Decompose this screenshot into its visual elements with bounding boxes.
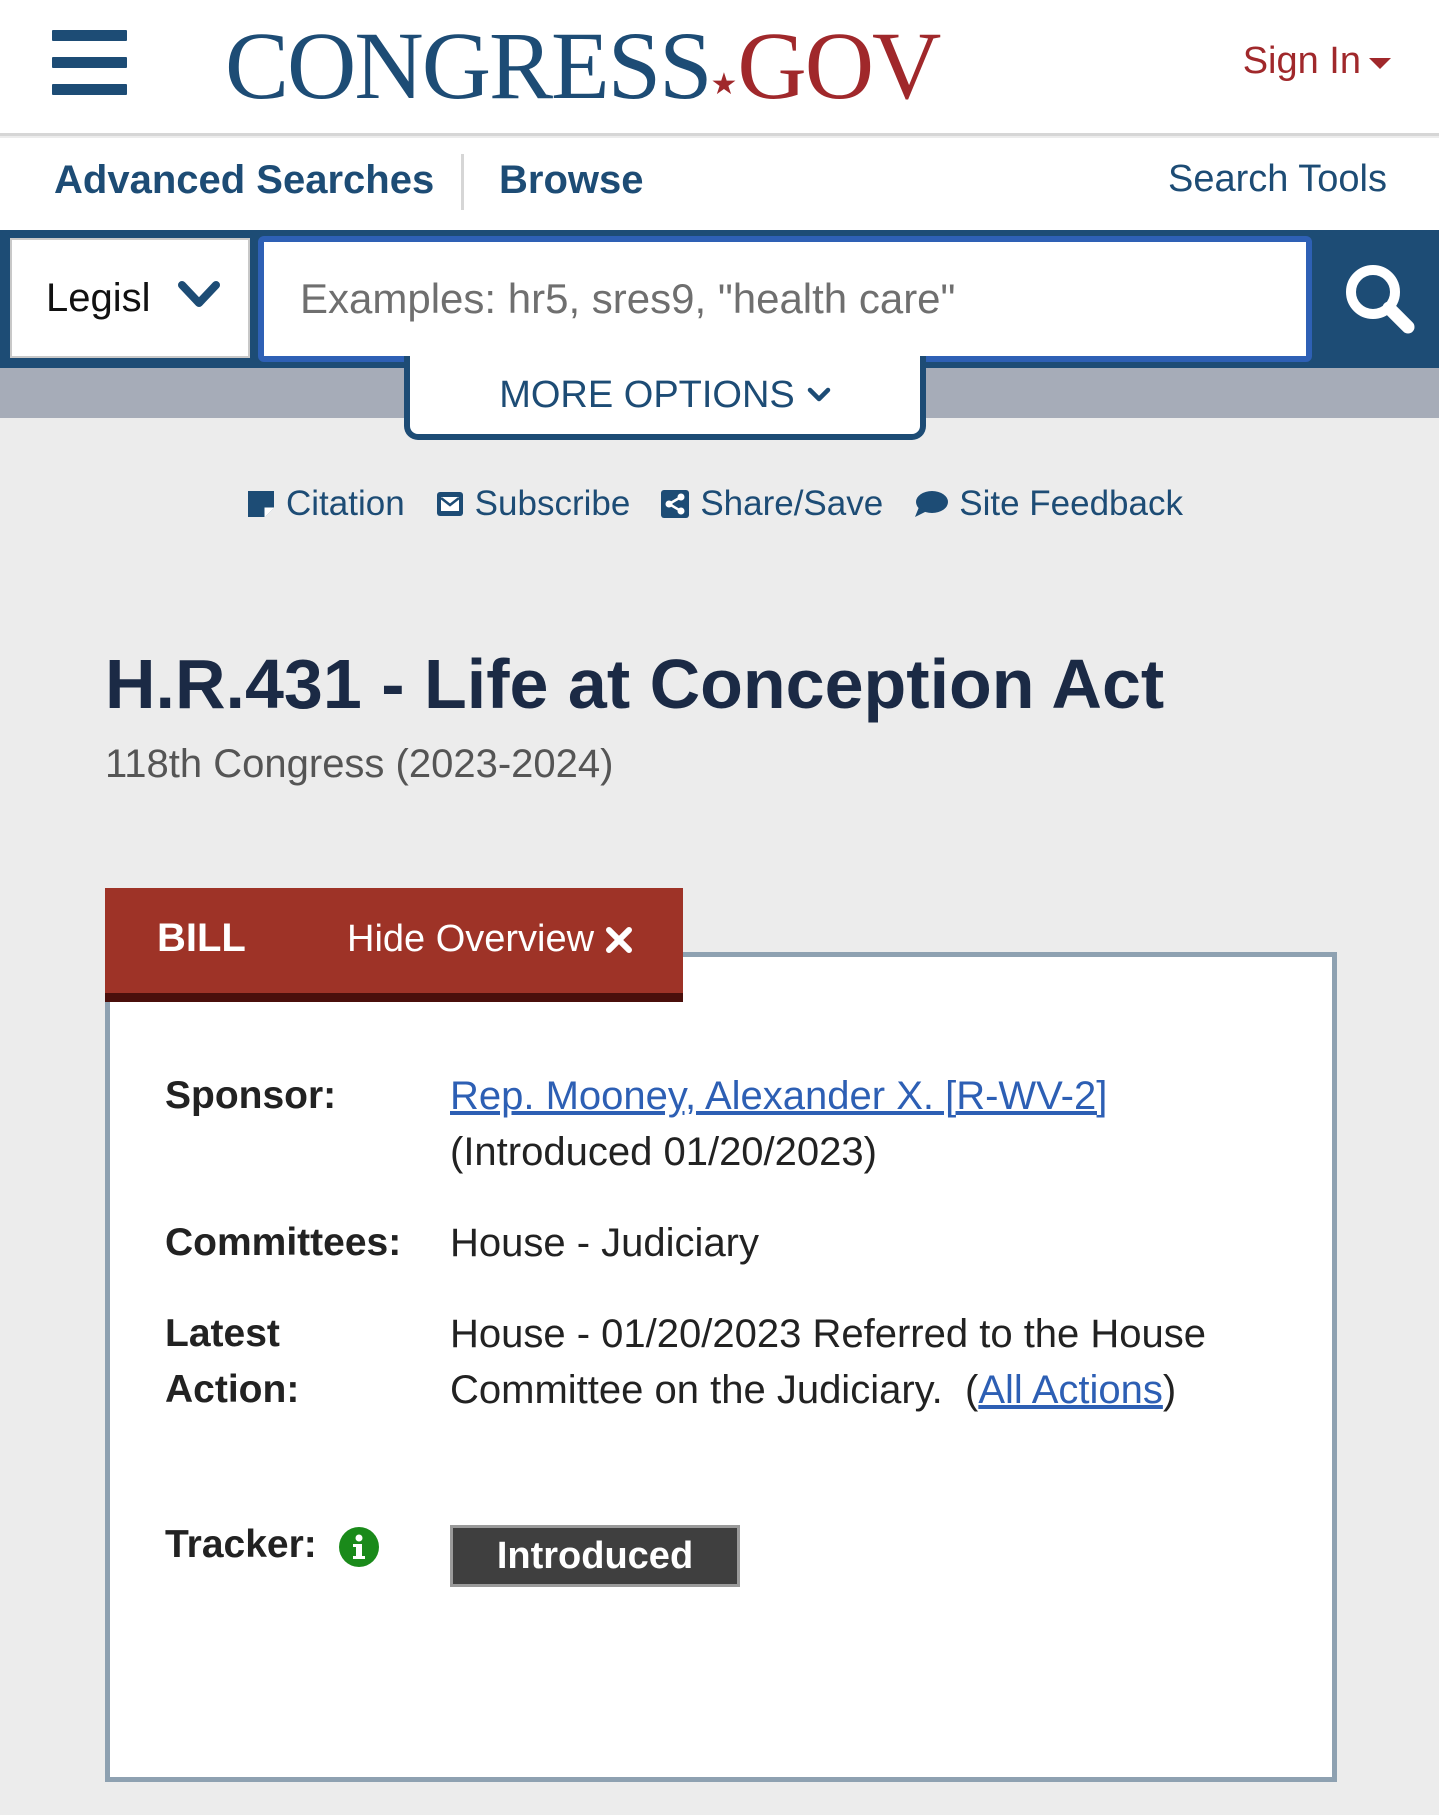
- page-title: H.R.431 - Life at Conception Act: [105, 645, 1165, 723]
- latest-action-value: House - 01/20/2023 Referred to the House Committee on the Judiciary. (All Actions): [450, 1312, 1207, 1412]
- sponsor-introduced-date: (Introduced 01/20/2023): [450, 1130, 877, 1174]
- share-save-link[interactable]: [660, 484, 883, 524]
- citation-link[interactable]: [246, 484, 405, 524]
- logo-congress: CONGRESS: [225, 12, 711, 119]
- speech-bubble-icon: [913, 489, 949, 519]
- subscribe-label: Subscribe: [474, 484, 631, 523]
- chevron-down-icon: [178, 280, 220, 310]
- search-tools-link[interactable]: Search Tools: [1168, 158, 1387, 200]
- hide-overview-button[interactable]: [347, 918, 634, 961]
- chevron-down-icon: [807, 386, 831, 404]
- sponsor-value: [450, 1068, 1210, 1180]
- tracker-status-introduced: Introduced: [450, 1525, 740, 1587]
- overview-tab-bar: [105, 888, 683, 1002]
- envelope-icon: [435, 489, 465, 519]
- close-icon: [604, 925, 634, 955]
- site-logo[interactable]: [225, 12, 940, 119]
- tracker-label: Tracker:: [165, 1523, 317, 1566]
- sponsor-link[interactable]: Rep. Mooney, Alexander X. [R-WV-2]: [450, 1074, 1108, 1118]
- citation-label: Citation: [286, 484, 405, 523]
- latest-action-text: House - 01/20/2023 Referred to the House Committee on the Judiciary.: [450, 1312, 1207, 1412]
- site-feedback-label: Site Feedback: [959, 484, 1183, 523]
- citation-icon: [246, 489, 276, 519]
- collection-select-value: Legisl: [46, 275, 151, 320]
- latest-action-label-line2: Action:: [165, 1368, 300, 1411]
- tab-bill[interactable]: BILL: [157, 916, 246, 960]
- browse-link[interactable]: Browse: [499, 158, 644, 202]
- more-options-label: MORE OPTIONS: [499, 373, 795, 416]
- hide-overview-label: Hide Overview: [347, 918, 595, 960]
- menu-icon[interactable]: [52, 30, 127, 95]
- latest-action-label-line1: Latest: [165, 1312, 280, 1355]
- page-utilities: [246, 480, 1183, 528]
- committees-value: House - Judiciary: [450, 1221, 760, 1265]
- advanced-searches-link[interactable]: Advanced Searches: [54, 158, 435, 202]
- more-options-button[interactable]: [404, 356, 926, 440]
- logo-gov: GOV: [737, 12, 940, 119]
- congress-session: 118th Congress (2023-2024): [105, 742, 614, 786]
- latest-action-label: [165, 1306, 299, 1418]
- caret-down-icon: [1369, 58, 1391, 69]
- sign-in-button[interactable]: [1243, 40, 1391, 83]
- tracker-label-row: [165, 1517, 380, 1573]
- site-header: [0, 0, 1439, 136]
- logo-star-icon: ★: [710, 68, 738, 101]
- sign-in-label: Sign In: [1242, 40, 1361, 82]
- info-icon[interactable]: [338, 1526, 380, 1568]
- sponsor-label: Sponsor:: [165, 1074, 337, 1117]
- secondary-nav: [0, 138, 1439, 230]
- nav-divider: [461, 154, 464, 210]
- search-button[interactable]: [1318, 230, 1439, 368]
- search-icon: [1318, 230, 1439, 368]
- committees-label: Committees:: [165, 1221, 402, 1264]
- search-input[interactable]: [258, 236, 1312, 362]
- subscribe-link[interactable]: [435, 484, 631, 524]
- collection-select[interactable]: [10, 238, 250, 358]
- share-icon: [660, 489, 690, 519]
- site-feedback-link[interactable]: [913, 484, 1183, 524]
- all-actions-link[interactable]: All Actions: [978, 1368, 1163, 1412]
- share-save-label: Share/Save: [700, 484, 884, 523]
